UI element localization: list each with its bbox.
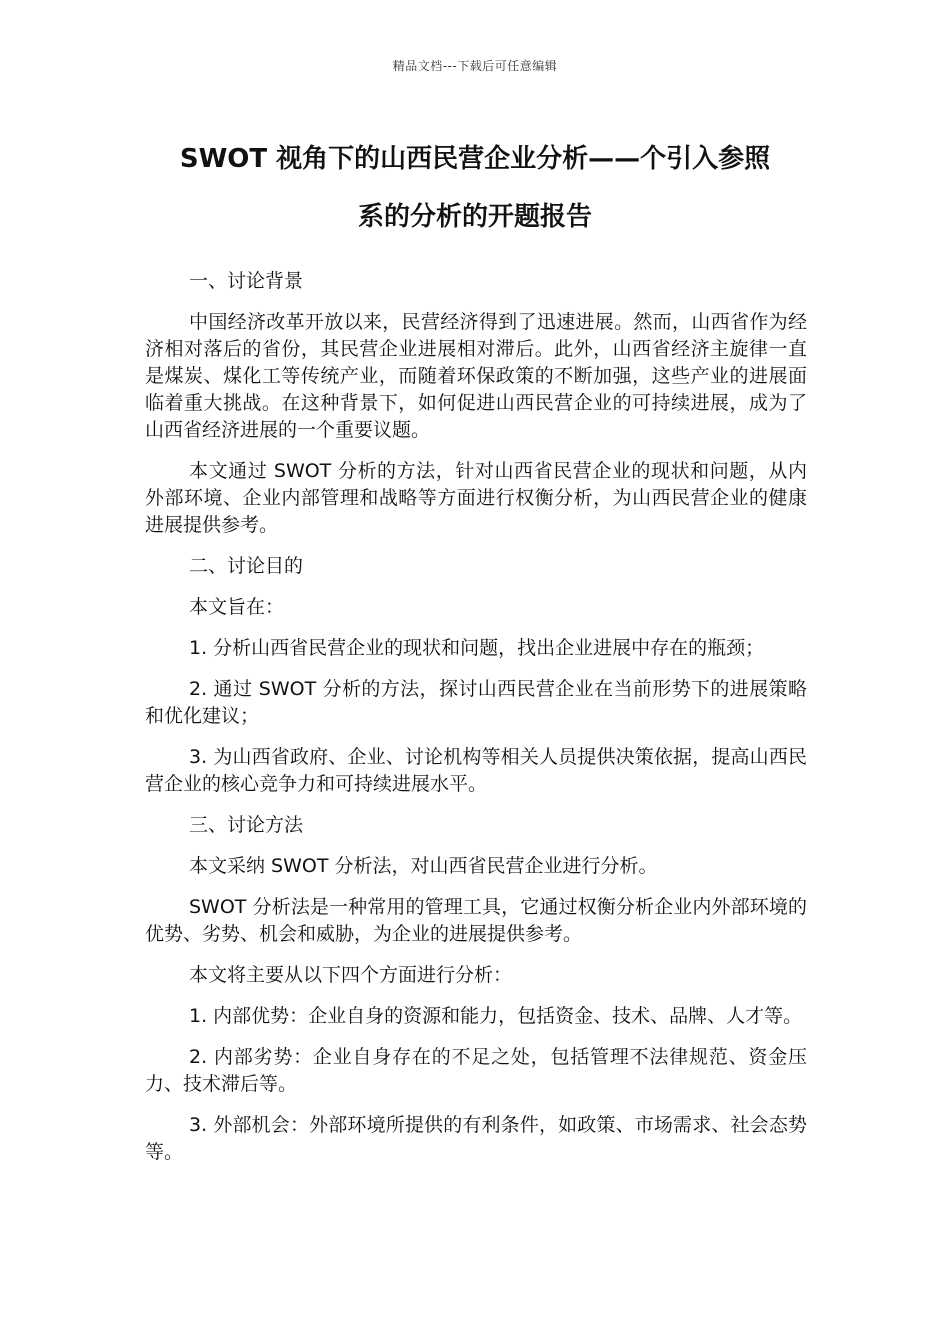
title-line-2: 系的分析的开题报告 <box>357 202 592 232</box>
list-item-purpose-3: 3. 为山西省政府、企业、讨论机构等相关人员提供决策依据，提高山西民营企业的核心竞争力和可持续进展水平。 <box>145 746 807 795</box>
section-heading-purpose: 二、讨论目的 <box>189 555 304 577</box>
section-heading-background: 一、讨论背景 <box>189 270 304 292</box>
paragraph-method-3: 本文将主要从以下四个方面进行分析： <box>189 964 513 986</box>
paragraph-background: 中国经济改革开放以来，民营经济得到了迅速进展。然而，山西省作为经济相对落后的省份，其民营企业进展相对滞后。此外，山西省经济主旋律一直是煤炭、煤化工等传统产业，而随着环保政策的不断加强，这些产业的进展面临着重大挑战。在这种背景下，如何促进山西民营企业的可持续进展，成为了山西省经济进展的一个重要议题。 <box>145 311 807 441</box>
paragraph-method-1: 本文采纳 SWOT 分析法，对山西省民营企业进行分析。 <box>189 855 658 877</box>
paragraph-method-2: SWOT 分析法是一种常用的管理工具，它通过权衡分析企业内外部环境的优势、劣势、机会和威胁，为企业的进展提供参考。 <box>145 896 807 945</box>
document-title <box>140 130 810 246</box>
header-note: 精品文档---下载后可任意编辑 <box>392 59 558 73</box>
list-item-weaknesses: 2. 内部劣势：企业自身存在的不足之处，包括管理不法律规范、资金压力、技术滞后等。 <box>145 1046 807 1095</box>
section-heading-method: 三、讨论方法 <box>189 814 304 836</box>
paragraph-purpose-intro: 本文旨在： <box>189 596 285 618</box>
title-line-1: SWOT 视角下的山西民营企业分析——个引入参照 <box>179 144 771 174</box>
list-item-purpose-1: 1. 分析山西省民营企业的现状和问题，找出企业进展中存在的瓶颈； <box>189 637 765 659</box>
list-item-opportunities: 3. 外部机会：外部环境所提供的有利条件，如政策、市场需求、社会态势等。 <box>145 1114 807 1163</box>
paragraph-approach: 本文通过 SWOT 分析的方法，针对山西省民营企业的现状和问题，从内外部环境、企业内部管理和战略等方面进行权衡分析，为山西民营企业的健康进展提供参考。 <box>145 460 807 536</box>
list-item-purpose-2: 2. 通过 SWOT 分析的方法，探讨山西民营企业在当前形势下的进展策略和优化建议； <box>145 678 807 727</box>
list-item-strengths: 1. 内部优势：企业自身的资源和能力，包括资金、技术、品牌、人才等。 <box>189 1005 803 1027</box>
document-body <box>145 268 807 1180</box>
